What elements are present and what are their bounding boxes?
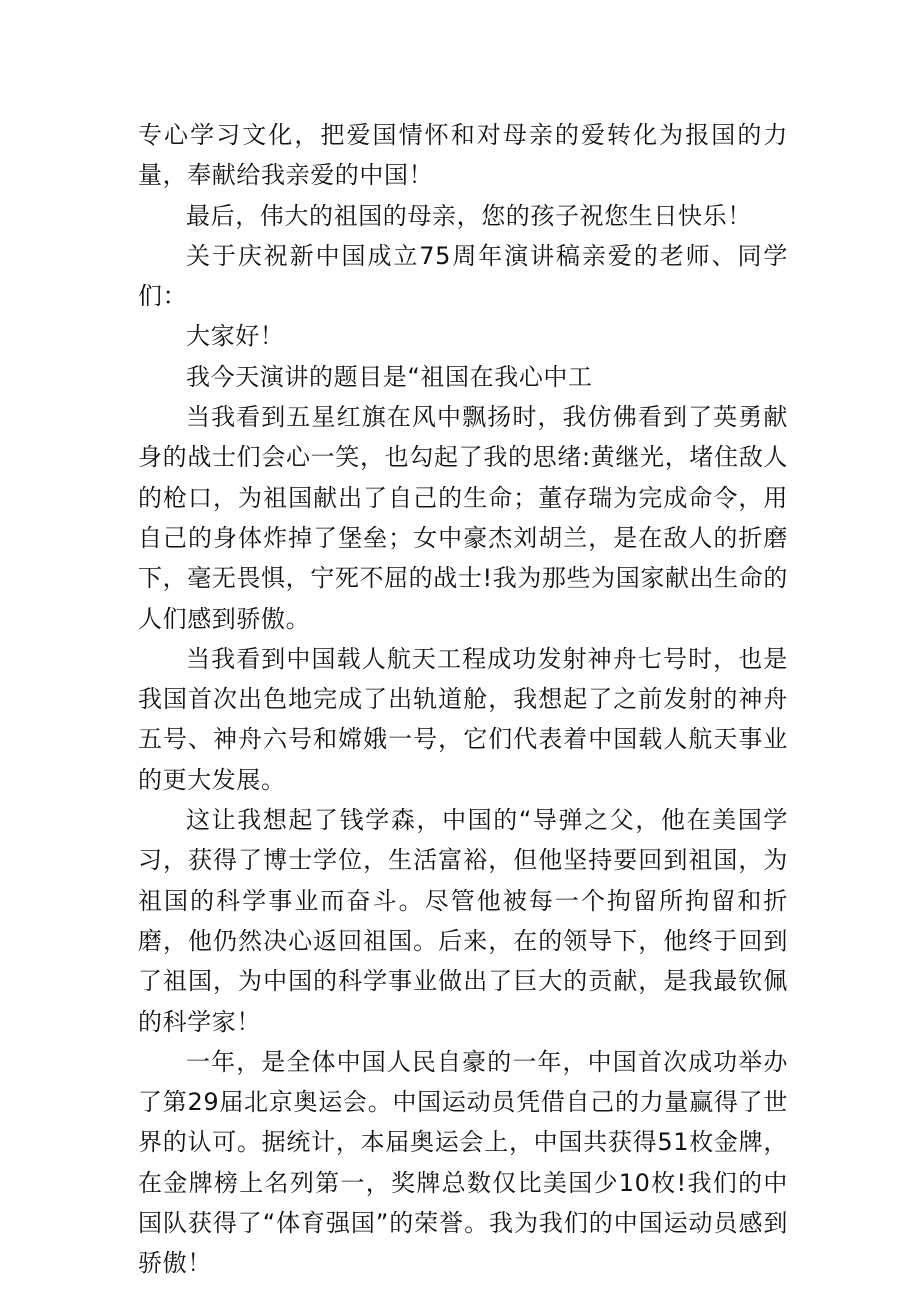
paragraph-topic: 我今天演讲的题目是“祖国在我心中工 <box>186 362 593 391</box>
paragraph-closing-wish: 最后，伟大的祖国的母亲，您的孩子祝您生日快乐！ <box>186 201 752 230</box>
paragraph-olympics: 一年，是全体中国人民自豪的一年，中国首次成功举办了第29届北京奥运会。中国运动员凭借自己的力量赢得了世界的认可。据统计，本届奥运会上，中国共获得51枚金牌，在金牌榜上名列第一，奖牌总数仅比美国少10枚!我们的中国队获得了“体育强国”的荣誉。我为我们的中国运动员感到骄傲！ <box>138 1047 788 1278</box>
paragraph-greeting: 大家好！ <box>186 322 285 351</box>
paragraph-speech-heading: 关于庆祝新中国成立75周年演讲稿亲爱的老师、同学们： <box>138 241 788 311</box>
paragraph-heroes: 当我看到五星红旗在风中飘扬时，我仿佛看到了英勇献身的战士们会心一笑，也勾起了我的思绪:黄继光，堵住敌人的枪口，为祖国献出了自己的生命；董存瑞为完成命令，用自己的身体炸掉了堡垒；女中豪杰刘胡兰，是在敌人的折磨下，毫无畏惧，宁死不屈的战士!我为那些为国家献出生命的人们感到骄傲。 <box>138 403 788 633</box>
paragraph-continuation: 专心学习文化，把爱国情怀和对母亲的爱转化为报国的力量，奉献给我亲爱的中国！ <box>138 121 788 190</box>
paragraph-qian-xuesen: 这让我想起了钱学森，中国的“导弹之父，他在美国学习，获得了博士学位，生活富裕，但他坚持要回到祖国，为祖国的科学事业而奋斗。尽管他被每一个拘留所拘留和折磨，他仍然决心返回祖国。后来，在的领导下，他终于回到了祖国，为中国的科学事业做出了巨大的贡献，是我最钦佩的科学家！ <box>138 806 788 1036</box>
paragraph-space-program: 当我看到中国载人航天工程成功发射神舟七号时，也是我国首次出色地完成了出轨道舱，我想起了之前发射的神舟五号、神舟六号和嫦娥一号，它们代表着中国载人航天事业的更大发展。 <box>138 644 788 794</box>
document-body <box>138 115 788 1284</box>
